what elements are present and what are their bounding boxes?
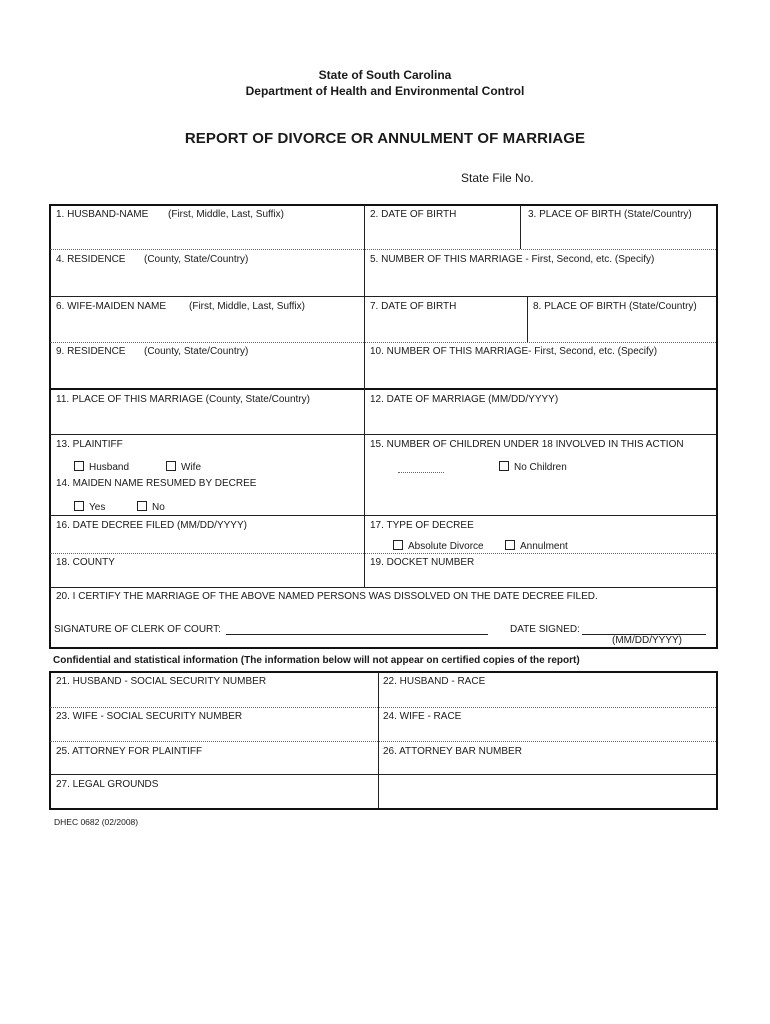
- county-field[interactable]: [50, 569, 363, 586]
- wife-maiden-name-field[interactable]: [50, 314, 363, 341]
- checkbox-icon[interactable]: [137, 501, 147, 511]
- legal-grounds-extra-field[interactable]: [379, 775, 715, 807]
- date-signed-label: DATE SIGNED:: [510, 624, 580, 635]
- wife-maiden-name-hint: (First, Middle, Last, Suffix): [189, 301, 305, 312]
- husband-name-hint: (First, Middle, Last, Suffix): [168, 209, 284, 220]
- decree-filed-date-label: 16. DATE DECREE FILED (MM/DD/YYYY): [56, 520, 247, 531]
- wife-dob-field[interactable]: [365, 314, 526, 341]
- state-heading: State of South Carolina: [318, 68, 452, 82]
- children-count-field[interactable]: [398, 472, 444, 473]
- decree-filed-date-field[interactable]: [50, 533, 363, 552]
- clerk-signature-label: SIGNATURE OF CLERK OF COURT:: [54, 624, 221, 635]
- form-id: DHEC 0682 (02/2008): [54, 817, 139, 827]
- docket-number-field[interactable]: [365, 569, 715, 586]
- annulment-text: Annulment: [520, 541, 568, 552]
- marriage-place-label: 11. PLACE OF THIS MARRIAGE (County, State/Country): [56, 394, 310, 405]
- clerk-signature-field[interactable]: [226, 634, 488, 635]
- attorney-bar-number-field[interactable]: [379, 759, 715, 773]
- department-heading: Department of Health and Environmental Control: [245, 84, 525, 98]
- docket-number-label: 19. DOCKET NUMBER: [370, 557, 475, 568]
- husband-residence-field[interactable]: [50, 267, 363, 295]
- annulment-option[interactable]: [505, 540, 568, 552]
- husband-marriage-number-label: 5. NUMBER OF THIS MARRIAGE - First, Second, etc. (Specify): [370, 254, 655, 265]
- plaintiff-wife-text: Wife: [181, 462, 201, 473]
- husband-race-label: 22. HUSBAND - RACE: [383, 676, 486, 687]
- husband-dob-field[interactable]: [365, 222, 519, 248]
- attorney-bar-number-label: 26. ATTORNEY BAR NUMBER: [383, 746, 522, 757]
- maiden-resumed-yes-text: Yes: [89, 502, 106, 513]
- wife-residence-label: 9. RESIDENCE: [56, 346, 126, 357]
- maiden-resumed-no-option[interactable]: [137, 501, 165, 513]
- wife-marriage-number-field[interactable]: [365, 359, 715, 387]
- wife-birthplace-field[interactable]: [528, 314, 715, 341]
- marriage-date-label: 12. DATE OF MARRIAGE (MM/DD/YYYY): [370, 394, 559, 405]
- decree-type-label: 17. TYPE OF DECREE: [370, 520, 474, 531]
- plaintiff-attorney-field[interactable]: [50, 759, 377, 773]
- legal-grounds-label: 27. LEGAL GROUNDS: [56, 779, 159, 790]
- checkbox-icon[interactable]: [74, 461, 84, 471]
- husband-dob-label: 2. DATE OF BIRTH: [370, 209, 457, 220]
- wife-birthplace-label: 8. PLACE OF BIRTH (State/Country): [533, 301, 697, 312]
- county-label: 18. COUNTY: [56, 557, 115, 568]
- date-signed-format: (MM/DD/YYYY): [612, 635, 682, 646]
- form-title: REPORT OF DIVORCE OR ANNULMENT OF MARRIAGE: [184, 130, 586, 147]
- marriage-date-field[interactable]: [365, 407, 715, 433]
- confidential-heading: Confidential and statistical information (The information below will not appear on certified copies of the report): [53, 655, 580, 666]
- wife-race-label: 24. WIFE - RACE: [383, 711, 462, 722]
- state-file-no-label: State File No.: [461, 171, 534, 185]
- husband-marriage-number-field[interactable]: [365, 267, 715, 295]
- certification-statement: 20. I CERTIFY THE MARRIAGE OF THE ABOVE NAMED PERSONS WAS DISSOLVED ON THE DATE DECREE FILED.: [56, 591, 598, 602]
- wife-residence-field[interactable]: [50, 359, 363, 387]
- husband-birthplace-label: 3. PLACE OF BIRTH (State/Country): [528, 209, 692, 220]
- plaintiff-attorney-label: 25. ATTORNEY FOR PLAINTIFF: [56, 746, 203, 757]
- checkbox-icon[interactable]: [505, 540, 515, 550]
- checkbox-icon[interactable]: [74, 501, 84, 511]
- wife-ssn-field[interactable]: [50, 724, 377, 740]
- plaintiff-husband-text: Husband: [89, 462, 130, 473]
- absolute-divorce-option[interactable]: [393, 540, 484, 552]
- wife-marriage-number-label: 10. NUMBER OF THIS MARRIAGE- First, Second, etc. (Specify): [370, 346, 658, 357]
- plaintiff-wife-option[interactable]: [166, 461, 201, 473]
- husband-race-field[interactable]: [379, 689, 715, 706]
- marriage-place-field[interactable]: [50, 407, 363, 433]
- plaintiff-husband-option[interactable]: [74, 461, 129, 473]
- absolute-divorce-text: Absolute Divorce: [408, 541, 484, 552]
- maiden-resumed-yes-option[interactable]: [74, 501, 105, 513]
- children-count-label: 15. NUMBER OF CHILDREN UNDER 18 INVOLVED IN THIS ACTION: [370, 439, 684, 450]
- wife-ssn-label: 23. WIFE - SOCIAL SECURITY NUMBER: [56, 711, 243, 722]
- checkbox-icon[interactable]: [393, 540, 403, 550]
- legal-grounds-field[interactable]: [50, 792, 377, 807]
- husband-birthplace-field[interactable]: [521, 222, 715, 248]
- maiden-resumed-no-text: No: [152, 502, 165, 513]
- husband-ssn-field[interactable]: [50, 689, 377, 706]
- husband-residence-hint: (County, State/Country): [144, 254, 249, 265]
- maiden-name-resumed-label: 14. MAIDEN NAME RESUMED BY DECREE: [56, 478, 257, 489]
- no-children-option[interactable]: [499, 461, 567, 473]
- husband-name-label: 1. HUSBAND-NAME: [56, 209, 149, 220]
- plaintiff-label: 13. PLAINTIFF: [56, 439, 123, 450]
- no-children-text: No Children: [514, 462, 567, 473]
- wife-maiden-name-label: 6. WIFE-MAIDEN NAME: [56, 301, 167, 312]
- husband-ssn-label: 21. HUSBAND - SOCIAL SECURITY NUMBER: [56, 676, 267, 687]
- checkbox-icon[interactable]: [166, 461, 176, 471]
- husband-name-field[interactable]: [50, 222, 363, 248]
- wife-dob-label: 7. DATE OF BIRTH: [370, 301, 457, 312]
- husband-residence-label: 4. RESIDENCE: [56, 254, 126, 265]
- wife-residence-hint: (County, State/Country): [144, 346, 249, 357]
- checkbox-icon[interactable]: [499, 461, 509, 471]
- wife-race-field[interactable]: [379, 724, 715, 740]
